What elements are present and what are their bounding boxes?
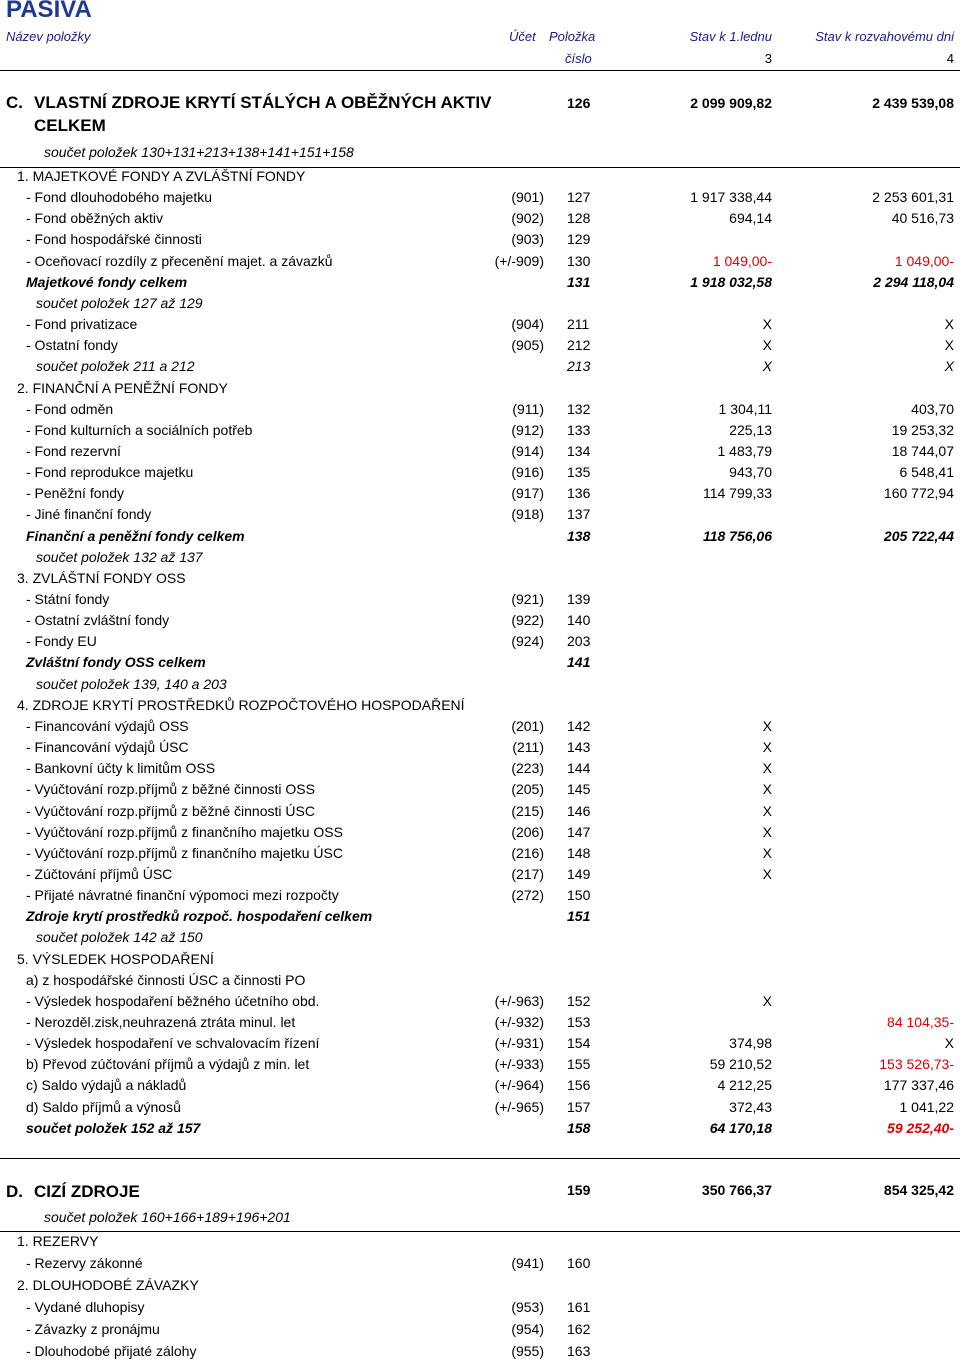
table-row <box>0 378 960 398</box>
row-account: (223) <box>511 760 544 777</box>
page-title: PASIVA <box>6 0 92 23</box>
row-account: (954) <box>511 1320 544 1337</box>
row-item-number: 155 <box>567 1056 591 1073</box>
row-item-number: 137 <box>567 506 591 523</box>
row-label: 3. ZVLÁŠTNÍ FONDY OSS <box>17 569 186 586</box>
row-stav-1-leden: 118 756,06 <box>702 527 772 544</box>
row-label: součet položek 211 a 212 <box>36 358 195 375</box>
row-label: c) Saldo výdajů a nákladů <box>26 1077 187 1094</box>
row-stav-1-leden: X <box>762 337 772 354</box>
header-polozka: Položka <box>549 29 596 44</box>
header-stav1: Stav k 1.lednu <box>689 29 772 44</box>
row-stav-rozvahovy-den: 160 772,94 <box>883 485 954 502</box>
row-item-number: 131 <box>567 273 591 290</box>
table-row <box>0 526 960 546</box>
row-item-number: 147 <box>567 823 591 840</box>
row-account: (921) <box>511 591 544 607</box>
table-row <box>0 1231 960 1251</box>
row-item-number: 156 <box>567 1077 591 1094</box>
table-row <box>0 758 960 778</box>
table-row <box>0 335 960 355</box>
row-item-number: 149 <box>567 865 591 882</box>
row-account: (+/-963) <box>494 992 544 1009</box>
row-account: (+/-932) <box>494 1014 544 1030</box>
row-stav-rozvahovy-den: 6 548,41 <box>899 464 954 481</box>
header-col3: 3 <box>764 51 772 66</box>
row-item-number: 150 <box>567 887 591 904</box>
row-stav-1-leden: X <box>762 739 772 756</box>
row-item-number: 153 <box>567 1014 591 1030</box>
row-stav-rozvahovy-den: 153 526,73- <box>879 1056 954 1073</box>
row-stav-rozvahovy-den: X <box>944 337 954 354</box>
table-row <box>0 822 960 842</box>
table-row <box>0 166 960 186</box>
row-item-number: 128 <box>567 210 591 227</box>
row-account: (912) <box>511 421 544 438</box>
row-item-number: 141 <box>567 654 591 671</box>
row-label: 2. DLOUHODOBÉ ZÁVAZKY <box>17 1276 199 1293</box>
row-label: - Vyúčtování rozp.příjmů z finančního majetku ÚSC <box>26 844 343 861</box>
row-label: - Závazky z pronájmu <box>26 1320 160 1337</box>
table-row <box>0 652 960 672</box>
row-stav-rozvahovy-den: X <box>944 358 954 375</box>
header-cislo: číslo <box>565 51 592 66</box>
row-label: - Bankovní účty k limitům OSS <box>26 760 216 777</box>
row-item-number: 143 <box>567 739 591 756</box>
row-stav-1-leden: 1 049,00- <box>712 252 772 269</box>
row-label: - Fond reprodukce majetku <box>26 464 194 481</box>
section-c-stav2: 2 439 539,08 <box>872 95 954 111</box>
table-row <box>0 1275 960 1295</box>
row-label: d) Saldo příjmů a výnosů <box>26 1098 181 1115</box>
table-row <box>0 695 960 715</box>
row-account: (911) <box>512 400 544 417</box>
row-item-number: 157 <box>567 1098 591 1115</box>
row-label: - Přijaté návratné finanční výpomoci mezi rozpočty <box>26 887 339 904</box>
section-d-stav1: 350 766,37 <box>701 1182 772 1198</box>
row-label: - Vydané dluhopisy <box>26 1298 145 1315</box>
row-label: 1. MAJETKOVÉ FONDY A ZVLÁŠTNÍ FONDY <box>17 168 306 184</box>
section-c-code: C. <box>6 93 23 112</box>
row-stav-rozvahovy-den: 2 294 118,04 <box>873 273 954 290</box>
table-row <box>0 187 960 207</box>
row-stav-rozvahovy-den: 59 252,40- <box>887 1119 954 1136</box>
row-label: - Financování výdajů OSS <box>26 717 189 734</box>
row-account: (217) <box>511 865 544 882</box>
row-stav-rozvahovy-den: X <box>944 316 954 333</box>
row-item-number: 134 <box>567 442 591 459</box>
row-label: b) Převod zúčtování příjmů a výdajů z min. let <box>26 1056 310 1073</box>
row-stav-1-leden: X <box>762 760 772 777</box>
row-label: - Státní fondy <box>26 591 110 607</box>
row-item-number: 154 <box>567 1035 591 1052</box>
table-row <box>0 547 960 567</box>
row-item-number: 152 <box>567 992 591 1009</box>
row-item-number: 161 <box>567 1298 591 1315</box>
row-item-number: 211 <box>567 316 590 333</box>
row-account: (+/-931) <box>494 1035 544 1052</box>
header-ucet: Účet <box>509 29 536 44</box>
table-row <box>0 885 960 905</box>
section-d-code: D. <box>6 1182 23 1201</box>
row-item-number: 139 <box>567 591 591 607</box>
section-c-title-line1: VLASTNÍ ZDROJE KRYTÍ STÁLÝCH A OBĚŽNÝCH AKTIV <box>34 93 492 112</box>
row-label: součet položek 127 až 129 <box>36 294 203 311</box>
row-label: - Fond rezervní <box>26 442 121 459</box>
section-d-polozka: 159 <box>567 1182 591 1198</box>
row-stav-1-leden: 64 170,18 <box>709 1119 772 1136</box>
table-row <box>0 1253 960 1273</box>
row-stav-1-leden: 114 799,33 <box>702 485 772 502</box>
row-stav-rozvahovy-den: 1 041,22 <box>899 1098 954 1115</box>
row-label: Finanční a peněžní fondy celkem <box>26 527 245 544</box>
row-label: - Fond oběžných aktiv <box>26 210 163 227</box>
row-item-number: 158 <box>567 1119 591 1136</box>
row-label: - Fond privatizace <box>26 316 138 333</box>
table-row <box>0 356 960 376</box>
row-label: - Fondy EU <box>26 633 97 650</box>
row-item-number: 136 <box>567 485 591 502</box>
row-label: a) z hospodářské činnosti ÚSC a činnosti PO <box>26 971 306 988</box>
table-row <box>0 1319 960 1339</box>
section-d-sum-note: součet položek 160+166+189+196+201 <box>44 1209 291 1225</box>
table-row <box>0 737 960 757</box>
row-stav-1-leden: 374,98 <box>729 1035 772 1052</box>
table-row <box>0 716 960 736</box>
row-stav-1-leden: X <box>762 781 772 798</box>
row-label: - Financování výdajů ÚSC <box>26 739 189 756</box>
row-item-number: 151 <box>567 908 591 925</box>
row-stav-rozvahovy-den: 84 104,35- <box>887 1014 954 1030</box>
row-item-number: 162 <box>567 1320 591 1337</box>
row-stav-1-leden: 1 917 338,44 <box>690 189 772 206</box>
row-label: - Ostatní zvláštní fondy <box>26 612 170 629</box>
row-item-number: 142 <box>567 717 591 734</box>
row-stav-1-leden: X <box>762 717 772 734</box>
table-row <box>0 1118 960 1138</box>
row-item-number: 144 <box>567 760 591 777</box>
table-row <box>0 229 960 249</box>
table-row <box>0 991 960 1011</box>
row-stav-rozvahovy-den: 205 722,44 <box>883 527 954 544</box>
row-stav-1-leden: X <box>762 823 772 840</box>
row-stav-1-leden: X <box>762 802 772 819</box>
row-account: (922) <box>511 612 544 629</box>
row-account: (+/-933) <box>494 1056 544 1073</box>
row-account: (901) <box>511 189 544 206</box>
table-row <box>0 1097 960 1117</box>
table-row <box>0 314 960 334</box>
row-label: - Peněžní fondy <box>26 485 125 502</box>
row-account: (+/-909) <box>494 252 544 269</box>
row-stav-1-leden: 59 210,52 <box>709 1056 772 1073</box>
table-row <box>0 1075 960 1095</box>
row-account: (904) <box>511 316 544 333</box>
row-label: součet položek 132 až 137 <box>36 548 203 565</box>
row-stav-1-leden: X <box>762 865 772 882</box>
table-row <box>0 251 960 271</box>
row-stav-rozvahovy-den: 1 049,00- <box>894 252 954 269</box>
row-account: (917) <box>511 485 544 502</box>
row-stav-1-leden: X <box>762 844 772 861</box>
row-stav-1-leden: X <box>762 992 772 1009</box>
row-stav-rozvahovy-den: 177 337,46 <box>883 1077 954 1094</box>
row-item-number: 203 <box>567 633 591 650</box>
row-stav-rozvahovy-den: 18 744,07 <box>891 442 954 459</box>
table-row <box>0 1033 960 1053</box>
row-stav-rozvahovy-den: X <box>944 1035 954 1052</box>
row-label: - Fond dlouhodobého majetku <box>26 189 213 206</box>
table-row <box>0 864 960 884</box>
table-row <box>0 610 960 630</box>
table-row <box>0 801 960 821</box>
row-label: Majetkové fondy celkem <box>26 273 188 290</box>
row-stav-rozvahovy-den: 40 516,73 <box>891 210 954 227</box>
row-stav-rozvahovy-den: 403,70 <box>911 400 954 417</box>
row-label: Zvláštní fondy OSS celkem <box>26 654 206 671</box>
row-label: 4. ZDROJE KRYTÍ PROSTŘEDKŮ ROZPOČTOVÉHO HOSPODAŘENÍ <box>17 696 465 713</box>
row-label: - Jiné finanční fondy <box>26 506 152 523</box>
row-account: (903) <box>511 231 544 248</box>
table-row <box>0 568 960 588</box>
row-account: (955) <box>511 1342 544 1359</box>
row-label: - Vyúčtování rozp.příjmů z běžné činnosti ÚSC <box>26 802 315 819</box>
row-account: (+/-965) <box>494 1098 544 1115</box>
table-header <box>0 24 960 71</box>
row-item-number: 212 <box>567 337 591 354</box>
section-c-sum-note: součet položek 130+131+213+138+141+151+158 <box>44 144 354 160</box>
row-item-number: 145 <box>567 781 591 798</box>
row-account: (918) <box>511 506 544 523</box>
header-stav2: Stav k rozvahovému dni <box>815 29 954 44</box>
row-label: - Fond odměn <box>26 400 114 417</box>
row-label: - Fond kulturních a sociálních potřeb <box>26 421 253 438</box>
row-label: - Rezervy zákonné <box>26 1254 143 1271</box>
row-stav-rozvahovy-den: 19 253,32 <box>891 421 954 438</box>
row-label: - Vyúčtování rozp.příjmů z běžné činnosti OSS <box>26 781 315 798</box>
row-label: 5. VÝSLEDEK HOSPODAŘENÍ <box>17 950 214 967</box>
row-item-number: 138 <box>567 527 591 544</box>
row-item-number: 127 <box>567 189 591 206</box>
row-stav-1-leden: 372,43 <box>729 1098 772 1115</box>
header-col4: 4 <box>946 51 954 66</box>
table-row <box>0 293 960 313</box>
row-item-number: 135 <box>567 464 591 481</box>
row-item-number: 148 <box>567 844 591 861</box>
section-c-title-line2: CELKEM <box>34 116 106 135</box>
row-account: (941) <box>511 1254 544 1271</box>
row-account: (914) <box>511 442 544 459</box>
row-label: - Výsledek hospodaření ve schvalovacím řízení <box>26 1035 320 1052</box>
table-row <box>0 420 960 440</box>
row-account: (905) <box>511 337 544 354</box>
row-stav-1-leden: X <box>762 316 772 333</box>
row-stav-1-leden: 1 304,11 <box>718 400 772 417</box>
row-stav-1-leden: 225,13 <box>729 421 772 438</box>
row-account: (216) <box>511 844 544 861</box>
row-label: - Dlouhodobé přijaté zálohy <box>26 1342 197 1359</box>
table-row <box>0 949 960 969</box>
section-c-polozka: 126 <box>567 95 591 111</box>
table-row <box>0 462 960 482</box>
table-row <box>0 208 960 228</box>
row-label: - Nerozděl.zisk,neuhrazená ztráta minul. let <box>26 1014 296 1030</box>
table-row <box>0 589 960 609</box>
table-row <box>0 441 960 461</box>
row-stav-rozvahovy-den: 2 253 601,31 <box>872 189 954 206</box>
row-label: - Fond hospodářské činnosti <box>26 231 202 248</box>
table-row <box>0 1054 960 1074</box>
table-row <box>0 674 960 694</box>
row-account: (205) <box>511 781 544 798</box>
row-label: - Oceňovací rozdíly z přecenění majet. a závazků <box>26 252 333 269</box>
row-stav-1-leden: X <box>762 358 772 375</box>
row-label: - Výsledek hospodaření běžného účetního obd. <box>26 992 320 1009</box>
table-row <box>0 504 960 524</box>
row-account: (+/-964) <box>494 1077 544 1094</box>
row-item-number: 130 <box>567 252 591 269</box>
table-row <box>0 906 960 926</box>
section-d-stav2: 854 325,42 <box>883 1182 954 1198</box>
row-account: (201) <box>511 717 544 734</box>
row-label: - Zúčtování příjmů ÚSC <box>26 865 173 882</box>
row-stav-1-leden: 4 212,25 <box>717 1077 772 1094</box>
row-account: (215) <box>511 802 544 819</box>
row-item-number: 163 <box>567 1342 591 1359</box>
row-item-number: 213 <box>567 358 591 375</box>
row-item-number: 133 <box>567 421 591 438</box>
table-row <box>0 399 960 419</box>
row-label: - Vyúčtování rozp.příjmů z finančního majetku OSS <box>26 823 343 840</box>
section-d-title: CIZÍ ZDROJE <box>34 1182 140 1201</box>
table-row <box>0 1012 960 1032</box>
row-item-number: 160 <box>567 1254 591 1271</box>
row-stav-1-leden: 943,70 <box>729 464 772 481</box>
table-row <box>0 483 960 503</box>
table-row <box>0 970 960 990</box>
row-label: - Ostatní fondy <box>26 337 118 354</box>
row-label: Zdroje krytí prostředků rozpoč. hospodaření celkem <box>26 908 373 925</box>
section-c-stav1: 2 099 909,82 <box>690 95 772 111</box>
row-item-number: 140 <box>567 612 591 629</box>
row-account: (916) <box>511 464 544 481</box>
table-row <box>0 272 960 292</box>
row-label: součet položek 142 až 150 <box>36 929 203 946</box>
row-item-number: 129 <box>567 231 591 248</box>
header-nazev: Název položky <box>6 29 91 44</box>
row-item-number: 132 <box>567 400 591 417</box>
divider <box>0 1158 960 1159</box>
table-row <box>0 779 960 799</box>
row-account: (206) <box>511 823 544 840</box>
row-label: součet položek 139, 140 a 203 <box>36 675 227 692</box>
row-stav-1-leden: 1 918 032,58 <box>690 273 772 290</box>
row-label: 2. FINANČNÍ A PENĚŽNÍ FONDY <box>17 379 228 396</box>
table-row <box>0 927 960 947</box>
row-account: (924) <box>511 633 544 650</box>
row-account: (211) <box>512 739 544 756</box>
row-stav-1-leden: 1 483,79 <box>717 442 772 459</box>
row-label: 1. REZERVY <box>17 1233 99 1249</box>
row-stav-1-leden: 694,14 <box>729 210 772 227</box>
table-row <box>0 1297 960 1317</box>
table-row <box>0 631 960 651</box>
row-label: součet položek 152 až 157 <box>26 1119 201 1136</box>
row-account: (953) <box>511 1298 544 1315</box>
table-row <box>0 843 960 863</box>
row-item-number: 146 <box>567 802 591 819</box>
row-account: (902) <box>511 210 544 227</box>
row-account: (272) <box>511 887 544 904</box>
